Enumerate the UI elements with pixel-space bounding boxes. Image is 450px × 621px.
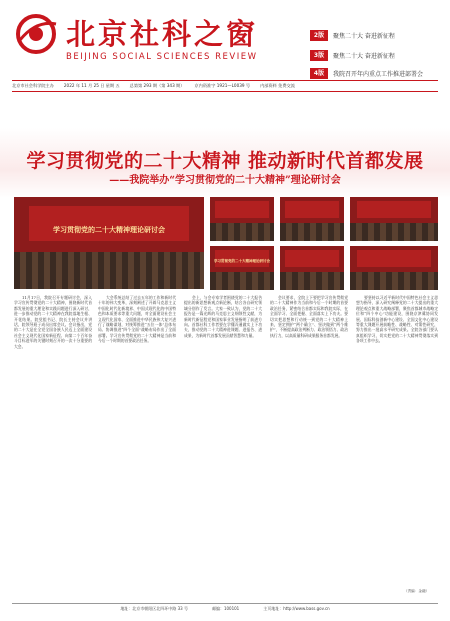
- article-paragraph: 会议要求，全院上下要把学习宣传贯彻党的二十大精神作为当前和今后一个时期的首要政治任务，紧密结合首都实际和我院实际，在全面学习、全面把握、全面落实上下功夫。要切实把思想和行动统一到党的二十大精神上来，坚定拥护“两个确立”、坚决做到“两个维护”，不断提高政治判断力、政治领悟力、政治执行力，以高质量科研成果服务首都发展。: [270, 295, 348, 338]
- promo-item[interactable]: [310, 50, 445, 64]
- small-photo-screen-text: 学习贯彻党的二十大精神理论研讨会: [214, 259, 270, 264]
- masthead-subtitle: BEIJING SOCIAL SCIENCES REVIEW: [66, 52, 258, 62]
- article-paragraph: 大会系统总结了过去五年的工作和新时代十年的伟大变革，深刻阐述了开辟马克思主义中国化时代化新境界、中国式现代化的中国特色和本质要求等重大问题，对全面建设社会主义现代化国家、全面推进中华民族伟大复兴进行了战略谋划，对统筹推进“五位一体”总体布局、协调推进“四个全面”战略布局作出了全面部署。学习宣传贯彻党的二十大精神是当前和今后一个时期的首要政治任务。: [98, 295, 176, 344]
- article-column: [356, 295, 438, 589]
- article-paragraph: 要坚持以习近平新时代中国特色社会主义思想为指导，深入研究阐释党的二十大提出的重大理论观点和重大战略部署，聚焦首都城市战略定位和“四个中心”功能建设，围绕京津冀协同发展、国际科技创新中心建设、全国文化中心建设等重大课题开展前瞻性、战略性、对策性研究，努力推出一批高水平研究成果。全院各部门要认真组织学习，切实把党的二十大精神贯彻落实到各项工作中去。: [356, 295, 438, 344]
- masthead-logo-icon: [12, 10, 60, 58]
- issue-info-bar: [12, 80, 438, 92]
- footer-address: 地址：北京市朝阳区北四环中路 33 号: [120, 606, 188, 611]
- article-column: [98, 295, 176, 589]
- page-footer: [12, 603, 438, 614]
- footer-website-link[interactable]: 主页地址：http://www.bass.gov.cn: [263, 606, 330, 611]
- photo-small: [350, 197, 438, 241]
- photo-small: [280, 246, 344, 290]
- article-column: [184, 295, 262, 589]
- main-photo: [14, 197, 204, 289]
- issue-date: 2022 年 11 月 25 日 星期 五: [63, 83, 120, 88]
- promo-text: 聚焦二十大 奋进新征程: [333, 53, 395, 60]
- issue-number: 总第第 293 期（第 343 期）: [129, 83, 185, 88]
- photo-small: [210, 197, 274, 241]
- publisher: 北京市社会科学院主办: [12, 83, 54, 88]
- subheadline: ——我院举办“学习贯彻党的二十大精神”理论研讨会: [109, 175, 341, 186]
- promo-text: 我院召开年内重点工作推进部署会: [333, 71, 424, 78]
- promo-text: 聚焦二十大 奋进新征程: [333, 33, 395, 40]
- photo-small: [210, 246, 274, 290]
- headline: 学习贯彻党的二十大精神 推动新时代首都发展: [26, 150, 424, 172]
- promo-item[interactable]: [310, 30, 445, 44]
- editor-tag: （责编：金融）: [404, 589, 430, 593]
- photo-small: [350, 246, 438, 290]
- main-photo-screen-text: 学习贯彻党的二十大精神理论研讨会: [53, 225, 165, 234]
- license-number: 京内资准字 1921—L0039 号: [194, 83, 251, 88]
- promo-page-tag: 3版: [310, 50, 328, 61]
- article-paragraph: 会上，与会专家学者围绕党的二十大报告提出的新思想新观点新论断，结合各自研究领域分别作了发言。大家一致认为，党的二十大报告是一篇光辉的马克思主义纲领性文献，为新时代新征程党和国家事业发展指明了前进方向。首都社科工作者要在学懂弄通做实上下功夫，推动党的二十大精神进课题、进报告、进成果，为新时代首都发展贡献智慧和力量。: [184, 295, 262, 338]
- article-column: [14, 295, 92, 589]
- promo-page-tag: 4版: [310, 68, 328, 79]
- photo-small: [280, 197, 344, 241]
- promo-page-tag: 2版: [310, 30, 328, 41]
- article-paragraph: 11月17日，我院召开专题研讨会，深入学习宣传贯彻党的二十大精神，围绕新时代首都发展的重大理论和实践问题进行深入研讨，进一步推动党的二十大精神在我院落地生根、开花结果。院党组书记、院长主持会议并讲话，院领导班子成员出席会议。会议指出，党的二十大是在全党全国各族人民迈上全面建设社会主义现代化国家新征程、向第二个百年奋斗目标进军的关键时刻召开的一次十分重要的大会。: [14, 295, 92, 349]
- footer-postcode: 邮编：100101: [211, 606, 240, 611]
- distribution-note: 内部资料 免费交流: [260, 83, 295, 88]
- article-column: [270, 295, 348, 589]
- masthead-title: 北京社科之窗: [66, 17, 259, 51]
